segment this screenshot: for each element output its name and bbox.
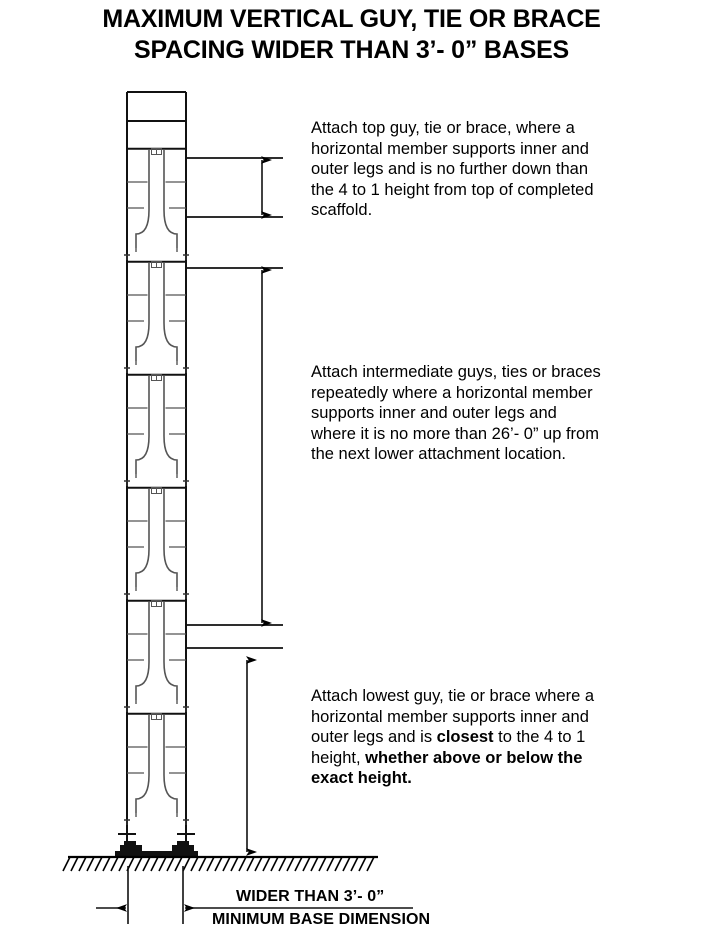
dimension-lowest-guy: [187, 648, 283, 852]
scaffold-frame-2: [124, 261, 189, 374]
tower-top-bay: [127, 92, 186, 148]
note-intermediate-text: Attach intermediate guys, ties or braces repeatedly where a horizontal member supports inner and outer legs and where it is no more than 26’- 0” up from the next lower attachment location.: [311, 363, 601, 464]
note-top-guy: [311, 118, 603, 221]
note-top-text: Attach top guy, tie or brace, where a horizontal member supports inner and outer legs and is no further down than the 4 to 1 height from top of completed scaffold.: [311, 119, 594, 220]
note-lowest-emphasis-closest: closest: [436, 728, 494, 747]
dimension-intermediate-guy: [187, 268, 283, 625]
scaffold-frame-5: [124, 600, 189, 713]
title-line-1: MAXIMUM VERTICAL GUY, TIE OR BRACE: [102, 5, 601, 33]
note-lowest-part2: to the 4 to 1 height,: [311, 728, 586, 767]
label-wider-than: WIDER THAN 3’- 0”: [236, 888, 385, 905]
base-plates: [115, 841, 198, 857]
label-minimum-base-dimension: MINIMUM BASE DIMENSION: [212, 911, 431, 928]
scaffold-frame-1: [124, 148, 189, 261]
note-lowest-guy: [311, 686, 603, 789]
scaffold-tower: [115, 92, 198, 857]
note-lowest-part1: Attach lowest guy, tie or brace where a horizontal member supports inner and outer legs and is: [311, 687, 595, 747]
ground-line: [63, 857, 378, 871]
note-intermediate-guy: [311, 362, 603, 465]
scaffold-frame-6: [124, 713, 189, 826]
scaffold-frame-4: [124, 487, 189, 600]
title-line-2: SPACING WIDER THAN 3’- 0” BASES: [133, 36, 570, 64]
note-lowest-emphasis-whether: whether above or below the exact height.: [311, 748, 583, 788]
dimension-top-guy: [187, 158, 283, 217]
scaffold-frame-3: [124, 374, 189, 487]
